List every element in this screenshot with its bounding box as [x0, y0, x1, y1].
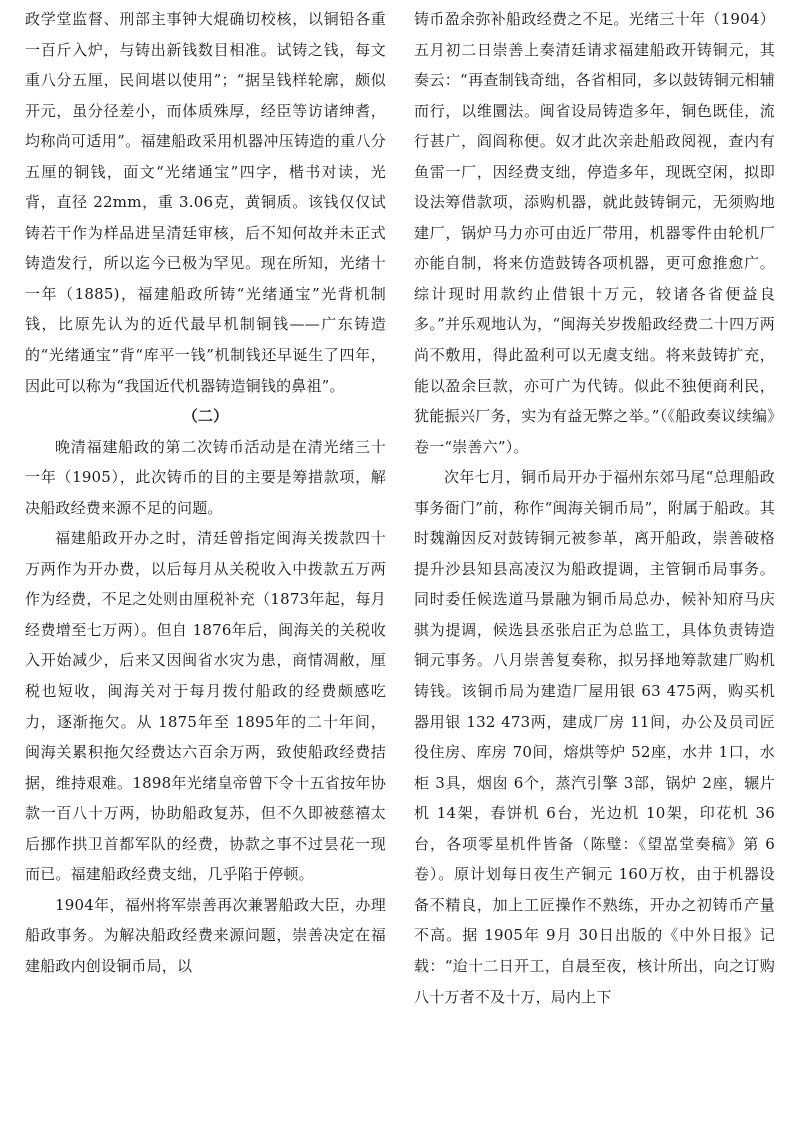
- paragraph: 福建船政开办之时，清廷曾指定闽海关拨款四十万两作为开办费，以后每月从关税收入中拨款五万两作为经费，不足之处则由厘税补充（1873年起，每月经费增至七万两）。但自 1876年后，闽海关的关税收入开始减少，后来又因闽省水灾为患，商情凋敝，厘税也短收，闽海关对于每月拨付船政的经费颇感吃力，逐渐拖欠。从 1875年至 1895年的二十年间，闽海关累积拖欠经费达六百余万两，致使船政经费拮据，维持艰难。1898年光绪皇帝曾下令十五省按年协款一百八十万两，协助船政复苏，但不久即被慈禧太后挪作拱卫首都军队的经费，协款之事不过昙花一现而已。福建船政经费支绌，几乎陷于停顿。: [25, 529, 386, 884]
- left-column: [25, 4, 386, 982]
- paragraph: 次年七月，铜币局开办于福州东郊马尾“总理船政事务衙门”前，称作“闽海关铜币局”，附属于船政。其时魏瀚因反对鼓铸铜元被参革，离开船政，崇善破格提升沙县知县高凌汉为船政提调，主管铜币局事务。同时委任候选道马景融为铜币局总办，候补知府马庆骐为提调，候选县丞张启正为总监工，具体负责铸造铜元事务。八月崇善复奏称，拟另择地筹款建厂购机铸钱。该铜币局为建造厂屋用银 63 475两，购买机器用银 132 473两，建成厂房 11间，办公及员司匠役住房、库房 70间，熔烘等炉 52座，水井 1口，水柜 3具，烟囱 6个，蒸汽引擎 3部，锅炉 2座，辗片机 14架，春饼机 6台，光边机 10架，印花机 36台，各项零星机件皆备（陈璧：《望嵓堂奏稿》第 6卷）。原计划每日夜生产铜元 160万枚，由于机器设备不精良，加上工匠操作不熟练，开办之初铸币产量不高。据 1905年 9月 30日出版的《中外日报》记载：“迨十二日开工，自晨至夜，核计所出，向之订购八十万者不及十万，局内上下: [414, 468, 775, 1006]
- paragraph: 铸币盈余弥补船政经费之不足。光绪三十年（1904）五月初二日崇善上奏清廷请求福建船政开铸铜元，其奏云：“再查制钱奇绌，各省相同，多以鼓铸铜元相辅而行，以维圜法。闽省设局铸造多年，铜色既佳，流行甚广，阎阎称便。奴才此次亲赴船政阅视，查内有鱼雷一厂，因经费支绌，停造多年，现既空闲，拟即设法筹借款项，添购机器，就此鼓铸铜元，无须购地建厂，锅炉马力亦可由近厂带用，机器零件由轮机厂亦能自制，将来仿造鼓铸各项机器，更可愈推愈广。综计现时用款约止借银十万元，较诸各省便益良多。”并乐观地认为，“闽海关岁拨船政经费二十四万两尚不敷用，得此盈利可以无虞支绌。将来鼓铸扩充，能以盈余巨款，亦可广为代铸。似此不独便商利民，犹能振兴厂务，实为有益无弊之举。”（《船政奏议续编》卷一“崇善六”）。: [414, 10, 775, 456]
- paragraph: 1904年，福州将军崇善再次兼署船政大臣，办理船政事务。为解决船政经费来源问题，崇善决定在福建船政内创设铜币局，以: [25, 895, 386, 975]
- paragraph: 政学堂监督、刑部主事钟大焜确切校核，以铜铅各重一百斤入炉，与铸出新钱数目相准。试铸之钱，每文重八分五厘，民间堪以使用”；“据呈钱样轮廓，颇似开元，虽分径差小，而体质殊厚，经臣等访诸绅耆，均称尚可适用”。福建船政采用机器冲压铸造的重八分五厘的铜钱，面文“光绪通宝”四字，楷书对读，光背，直径 22mm，重 3.06克，黄铜质。该钱仅仅试铸若干作为样品进呈清廷审核，后不知何故并未正式铸造发行，所以迄今已极为罕见。现在所知，光绪十一年（1885)，福建船政所铸“光绪通宝”光背机制钱，比原先认为的近代最早机制铜钱——广东铸造的“光绪通宝”背“库平一钱”机制钱还早诞生了四年，因此可以称为“我国近代机器铸造铜钱的鼻祖”。: [25, 10, 386, 395]
- section-heading: （二）: [182, 407, 229, 426]
- paragraph: 晚清福建船政的第二次铸币活动是在清光绪三十一年（1905），此次铸币的目的主要是筹措款项，解决船政经费来源不足的问题。: [25, 437, 386, 517]
- right-column: [414, 4, 775, 1012]
